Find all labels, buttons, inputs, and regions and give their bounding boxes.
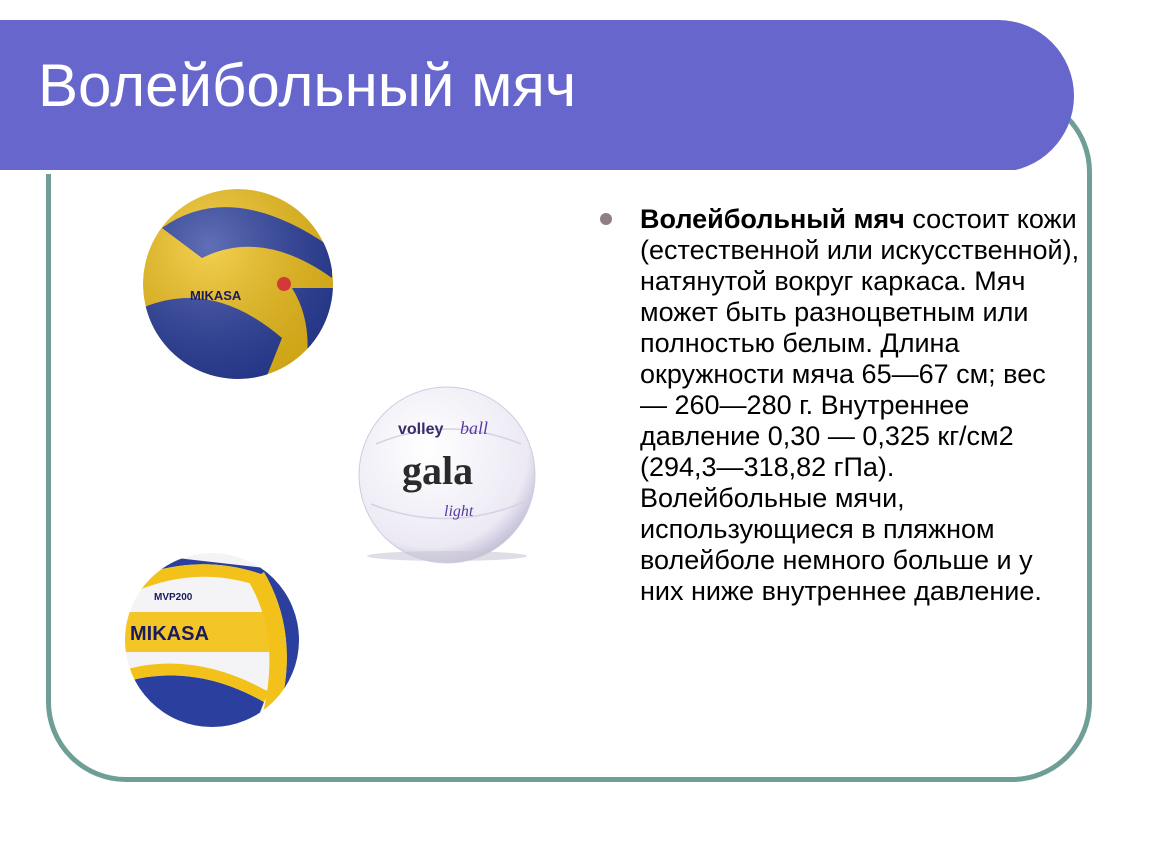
bullet-icon bbox=[600, 213, 612, 225]
ball2-line1: volley bbox=[398, 421, 444, 438]
ball3-model: MVP200 bbox=[154, 592, 193, 603]
ball1-brand: MIKASA bbox=[190, 288, 242, 303]
ball2-brand: gala bbox=[402, 448, 474, 493]
ball2-sub: light bbox=[444, 503, 474, 520]
slide-title: Волейбольный мяч bbox=[38, 52, 577, 119]
mikasa-ball-image bbox=[142, 188, 334, 380]
bold-term: Волейбольный мяч bbox=[640, 204, 905, 234]
ball3-brand: MIKASA bbox=[130, 623, 209, 645]
mikasa-mvp-ball-image bbox=[124, 552, 300, 728]
title-underline bbox=[0, 170, 1018, 174]
body-paragraph bbox=[640, 204, 1080, 607]
ball2-line2: ball bbox=[460, 418, 489, 438]
body-text: состоит кожи (естественной или искусственной), натянутой вокруг каркаса. Мяч может быть разноцветным или полностью белым. Длина окружности мяча 65—67 см; вес — 260—280 г. Внутреннее давление 0,30 — 0,325 кг/см2 (294,3—318,82 гПа). Волейбольные мячи, использующиеся в пляжном волейболе немного больше и у них ниже внутреннее давление. bbox=[640, 204, 1080, 606]
gala-ball-image bbox=[356, 384, 538, 566]
